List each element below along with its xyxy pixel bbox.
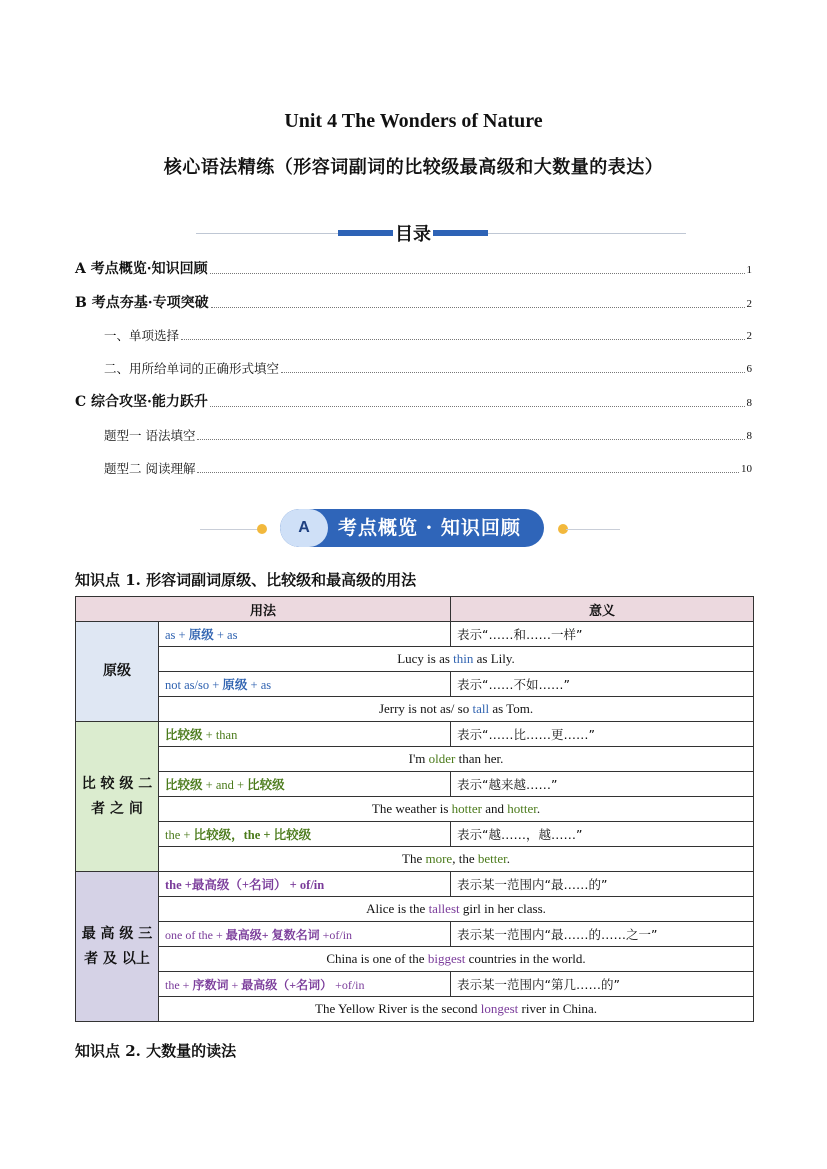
toc-entry-text: C 综合攻坚·能力跃升 <box>75 394 208 410</box>
example-text: . <box>506 851 510 866</box>
toc-entry-c[interactable] <box>75 391 752 411</box>
example-text: as Lily. <box>473 651 515 666</box>
meaning-cell: 表示某一范围内“最……的……之一” <box>451 922 754 947</box>
usage-cell <box>159 722 451 747</box>
table-row <box>76 747 754 772</box>
example-text: The <box>402 851 426 866</box>
usage-cell <box>159 972 451 997</box>
toc-leader <box>281 372 744 373</box>
toc-entry-b[interactable] <box>75 292 752 312</box>
usage-cell <box>159 872 451 897</box>
toc-page-number: 6 <box>746 363 752 375</box>
usage-part: + as <box>250 678 272 692</box>
usage-part: the + <box>165 828 191 842</box>
category-superlative: 最 高 级 三 者 及 以上 <box>76 872 159 1022</box>
toc-leader <box>210 406 745 407</box>
table-row <box>76 972 754 997</box>
meaning-cell: 表示某一范围内“最……的” <box>451 872 754 897</box>
usage-keyword: 比较级 <box>165 778 203 792</box>
category-comparative: 比 较 级 二 者 之 间 <box>76 722 159 872</box>
toc-page-number: 1 <box>746 264 752 276</box>
toc-divider-right <box>488 233 686 234</box>
meaning-cell: 表示“……比……更……” <box>451 722 754 747</box>
table-row <box>76 672 754 697</box>
table-row <box>76 722 754 747</box>
toc-leader <box>197 472 739 473</box>
toc-entry-c2[interactable] <box>104 457 752 477</box>
toc-accent-left <box>338 230 393 236</box>
example-cell <box>159 697 754 722</box>
toc-header <box>196 220 686 248</box>
toc-entry-b1[interactable] <box>104 324 752 344</box>
toc-entry-text: 题型一 语法填空 <box>104 428 196 443</box>
banner-letter: A <box>280 509 328 547</box>
toc-leader <box>181 339 744 340</box>
usage-part: + as <box>216 628 238 642</box>
example-highlight: hotter <box>507 801 537 816</box>
toc-entry-text: 一、单项选择 <box>104 328 180 343</box>
usage-part: the + <box>165 977 190 992</box>
example-highlight: longest <box>480 1001 519 1016</box>
grammar-table <box>75 596 754 1022</box>
table-row <box>76 797 754 822</box>
example-text: and <box>481 801 508 816</box>
example-highlight: hotter <box>451 801 482 816</box>
usage-part: + and + <box>205 778 245 792</box>
example-text: countries in the world. <box>465 951 586 966</box>
usage-keyword: 序数词 <box>192 977 229 992</box>
table-row <box>76 822 754 847</box>
header-usage: 用法 <box>76 597 451 622</box>
example-text: . <box>536 801 541 816</box>
example-cell <box>159 997 754 1022</box>
usage-cell <box>159 822 451 847</box>
usage-cell <box>159 922 451 947</box>
usage-keyword: 比较级 <box>165 728 203 742</box>
table-row <box>76 647 754 672</box>
example-text: Alice is the <box>366 901 429 916</box>
meaning-cell: 表示“越……，越……” <box>451 822 754 847</box>
usage-part: one of the + <box>165 927 223 942</box>
toc-title: 目录 <box>395 224 431 245</box>
example-text: than her. <box>455 751 504 766</box>
usage-keyword: 最高级（+名词） <box>241 977 333 992</box>
usage-part: + than <box>205 728 238 742</box>
header-meaning: 意义 <box>451 597 754 622</box>
usage-keyword: the +最高级（+名词） + of/in <box>165 878 325 892</box>
table-row <box>76 847 754 872</box>
example-cell <box>159 947 754 972</box>
usage-keyword: 比较级 <box>247 778 285 792</box>
table-row <box>76 697 754 722</box>
example-text: The Yellow River is the second <box>315 1001 481 1016</box>
example-text: The weather is <box>371 801 452 816</box>
example-cell <box>159 797 754 822</box>
section-heading-2: 知识点 2. 大数量的读法 <box>75 1042 237 1060</box>
example-highlight: tallest <box>428 901 460 916</box>
toc-entry-text: B 考点夯基·专项突破 <box>75 295 209 311</box>
document-subtitle: 核心语法精练（形容词副词的比较级最高级和大数量的表达） <box>163 157 664 178</box>
toc-entry-a[interactable] <box>75 258 752 278</box>
usage-keyword: 原级 <box>188 628 214 642</box>
usage-cell <box>159 622 451 647</box>
example-cell <box>159 647 754 672</box>
toc-page-number: 2 <box>746 298 752 310</box>
toc-page-number: 2 <box>746 330 752 342</box>
example-highlight: tall <box>472 701 490 716</box>
meaning-cell: 表示“……和……一样” <box>451 622 754 647</box>
usage-keyword: 复数名词 <box>271 927 320 942</box>
example-highlight: older <box>428 751 456 766</box>
usage-part: +of/in <box>335 977 365 992</box>
usage-keyword: 最高级+ <box>225 927 269 942</box>
toc-entry-text: A 考点概览·知识回顾 <box>75 261 208 277</box>
example-highlight: thin <box>453 651 474 666</box>
table-row <box>76 622 754 647</box>
example-text: girl in her class. <box>459 901 546 916</box>
toc-page-number: 8 <box>746 397 752 409</box>
usage-part: +of/in <box>322 927 353 942</box>
banner-dot-left <box>257 524 267 534</box>
table-row <box>76 922 754 947</box>
table-row <box>76 947 754 972</box>
example-text: I'm <box>408 751 429 766</box>
table-header-row <box>76 597 754 622</box>
example-text: , the <box>452 851 478 866</box>
toc-leader <box>211 307 745 308</box>
toc-entry-c1[interactable] <box>104 424 752 444</box>
section-banner <box>200 509 620 549</box>
toc-accent-right <box>433 230 488 236</box>
example-cell <box>159 897 754 922</box>
example-text: as Tom. <box>489 701 534 716</box>
document-title: Unit 4 The Wonders of Nature <box>284 110 543 132</box>
toc-leader <box>197 439 744 440</box>
toc-entry-b2[interactable] <box>104 357 752 377</box>
banner-title: 考点概览 · 知识回顾 <box>338 517 521 539</box>
example-highlight: more <box>425 851 453 866</box>
meaning-cell: 表示某一范围内“第几……的” <box>451 972 754 997</box>
toc-page-number: 8 <box>746 430 752 442</box>
example-text: river in China. <box>518 1001 598 1016</box>
usage-cell <box>159 672 451 697</box>
table-row <box>76 872 754 897</box>
category-positive: 原级 <box>76 622 159 722</box>
toc-leader <box>210 273 745 274</box>
banner-line-right <box>566 529 620 530</box>
section-heading-1: 知识点 1. 形容词副词原级、比较级和最高级的用法 <box>75 571 417 589</box>
usage-part: not as/so + <box>165 678 220 692</box>
toc-entry-text: 二、用所给单词的正确形式填空 <box>104 361 280 376</box>
example-text: Jerry is not as/ so <box>378 701 473 716</box>
usage-keyword: 比较级 <box>273 828 312 842</box>
usage-cell <box>159 772 451 797</box>
toc-entry-text: 题型二 阅读理解 <box>104 461 196 476</box>
usage-part: + <box>231 977 239 992</box>
banner-line-left <box>200 529 260 530</box>
usage-keyword: 比较级，the + <box>193 828 271 842</box>
example-cell <box>159 847 754 872</box>
table-row <box>76 772 754 797</box>
toc-divider-left <box>196 233 338 234</box>
meaning-cell: 表示“……不如……” <box>451 672 754 697</box>
toc-page-number: 10 <box>741 463 752 475</box>
banner-pill <box>280 509 544 547</box>
usage-keyword: 原级 <box>222 678 248 692</box>
meaning-cell: 表示“越来越……” <box>451 772 754 797</box>
example-text: Lucy is as <box>397 651 454 666</box>
example-text: China is one of the <box>326 951 428 966</box>
example-highlight: better <box>477 851 507 866</box>
table-row <box>76 897 754 922</box>
table-row <box>76 997 754 1022</box>
example-cell <box>159 747 754 772</box>
usage-part: as + <box>165 628 186 642</box>
example-highlight: biggest <box>427 951 466 966</box>
